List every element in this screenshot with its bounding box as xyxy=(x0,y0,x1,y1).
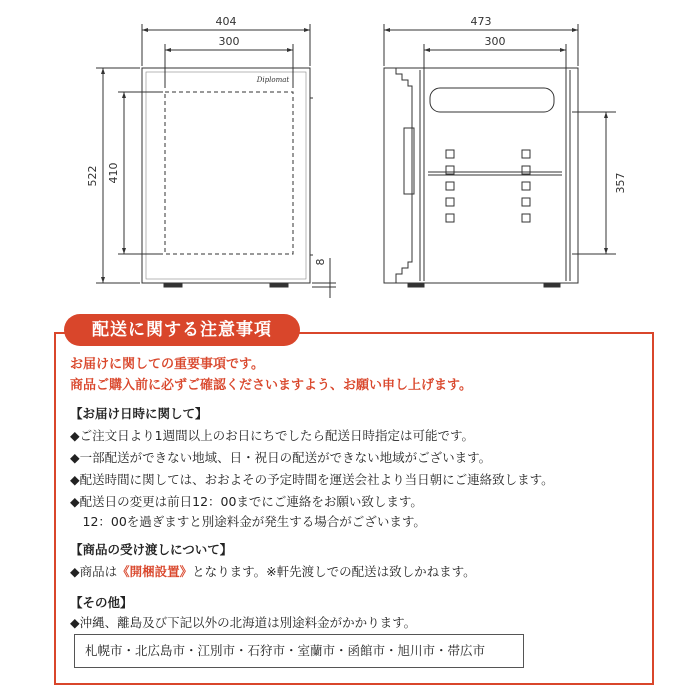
brand-logo-text: Diplomat xyxy=(256,76,290,84)
handover-suffix: となります。※軒先渡しでの配送は致しかねます。 xyxy=(192,564,476,579)
front-inner-width-label: 300 xyxy=(218,35,240,48)
front-inner-dashed xyxy=(165,92,293,254)
handover-prefix: ◆商品は xyxy=(70,564,118,579)
delivery-line-3: ◆配送時間に関しては、おおよその予定時間を運送会社より当日朝にご連絡致します。 xyxy=(70,472,554,487)
delivery-line-2: ◆一部配送ができない地域、日・祝日の配送ができない地域がございます。 xyxy=(70,450,492,465)
delivery-line-4: ◆配送日の変更は前日12：00までにご連絡をお願い致します。 xyxy=(70,494,423,509)
delivery-line-1: ◆ご注文日より1週間以上のお日にちでしたら配送日時指定は可能です。 xyxy=(70,428,474,443)
delivery-heading: 【お届け日時に関して】 xyxy=(70,406,208,421)
delivery-line-5: 12：00を過ぎますと別途料金が発生する場合がございます。 xyxy=(70,514,426,529)
notice-title: 配送に関する注意事項 xyxy=(64,314,300,346)
side-inner-height-label: 357 xyxy=(614,172,627,194)
side-depth-label: 473 xyxy=(470,15,492,28)
dimension-drawing xyxy=(0,0,700,315)
other-line-1: ◆沖縄、離島及び下記以外の北海道は別途料金がかかります。 xyxy=(70,615,417,630)
important-title: お届けに関しての重要事項です。 xyxy=(70,357,264,372)
front-height-label: 522 xyxy=(86,165,99,187)
hokkaido-cities-box: 札幌市・北広島市・江別市・石狩市・室蘭市・函館市・旭川市・帯広市 xyxy=(74,634,524,668)
side-inner-depth-label: 300 xyxy=(484,35,506,48)
handover-heading: 【商品の受け渡しについて】 xyxy=(70,542,233,557)
important-body: 商品ご購入前に必ずご確認くださいますよう、お願い申し上げます。 xyxy=(70,378,472,393)
front-inner-height-label: 410 xyxy=(107,162,120,184)
handover-line xyxy=(70,562,476,580)
front-width-label: 404 xyxy=(215,15,237,28)
front-body-outline xyxy=(142,68,310,283)
other-heading: 【その他】 xyxy=(70,595,133,610)
front-foot-label: 8 xyxy=(314,258,327,266)
handover-highlight: 《開梱設置》 xyxy=(117,564,193,579)
